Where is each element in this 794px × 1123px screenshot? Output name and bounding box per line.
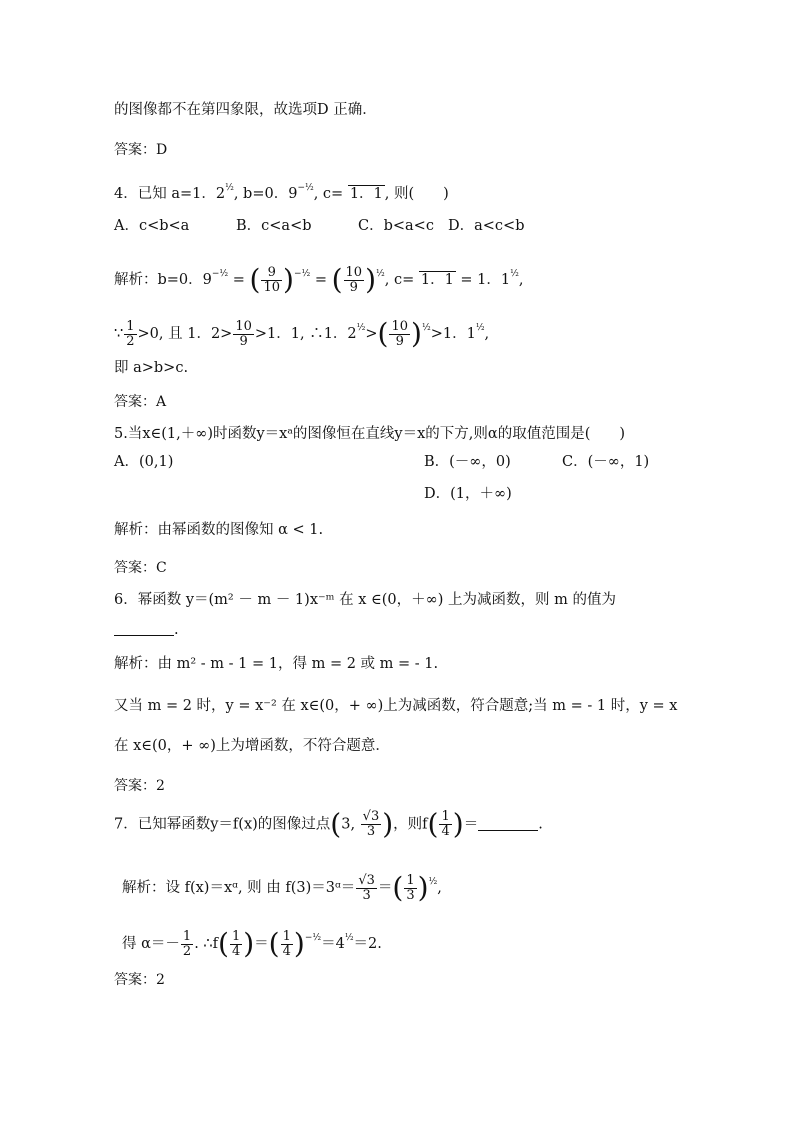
q6-solution-line3: 在 x∈(0，+ ∞)上为增函数，不符合题意． [114, 738, 390, 754]
q4-stem-text: 4．已知 a=1．2 [114, 186, 226, 202]
answer-blank [114, 621, 174, 636]
q6-solution-line1: 解析：由 m² - m - 1 = 1，得 m = 2 或 m = - 1. [114, 656, 439, 672]
answer-c: 答案：C [114, 560, 167, 576]
question-6-blank: . [114, 618, 688, 642]
option-a: A．(0,1) [114, 454, 174, 470]
q4-solution-line1: 解析：b=0．$9^{-\frac{1}{2}}$ = ( $\frac{9}{10}$ )$^{-\frac{1}{2}}$ = ( $\frac{10}{9}$ )$^{\frac{1}{2}}$, c= 1．1 = 1．$1^{\frac{1}{2}}$, [114, 263, 524, 296]
q4-solution-line2: ∵ $\frac{1}{2}$ >0, 且 1．2> $\frac{10}{9}$ >1．1, ∴1．$2^{\frac{1}{2}}>$( $\frac{10}{9}$ )$^{\frac{1}{2}}$>1．$1^{\frac{1}{2}}$, [114, 317, 490, 350]
question-4-stem: 4．已知 a=1．$2^{\frac{1}{2}}$, b=0．$9^{-\frac{1}{2}}$, c= 1．1 , 则( ) [114, 183, 449, 202]
q7-solution-line1: 解析：设 f(x)＝xᵅ, 则 由 f(3)＝3ᵅ＝ $\frac{√3}{3}$ ＝( $\frac{1}{3}$ )$^{\frac{1}{2}}$, [122, 871, 442, 904]
q4-solution-prefix: 解析：b=0．9 [114, 272, 212, 288]
answer-a: 答案：A [114, 394, 167, 410]
q7-solution-start: 得 α＝－ [122, 936, 180, 952]
option-c: C．(－∞，1) [562, 454, 650, 470]
question-7-stem: 7．已知幂函数y＝f(x)的图像过点(3, $\frac{√3}{3}$ )，则f( $\frac{1}{4}$ )＝ . [114, 807, 543, 841]
q7-stem-text-a: 7．已知幂函数y＝f(x)的图像过点 [114, 816, 331, 833]
answer-blank [478, 816, 538, 831]
q5-solution: 解析：由幂函数的图像知 α < 1. [114, 522, 324, 538]
option-b: B．(－∞，0) [424, 454, 511, 470]
because-symbol: ∵ [114, 326, 124, 342]
option-a: A．c<b<a [114, 218, 190, 234]
q7-solution-line2: 得 α＝－ $\frac{1}{2}$ . ∴f( $\frac{1}{4}$ )＝( $\frac{1}{4}$ )$^{-\frac{1}{2}}=4^{\frac{1}{2}}=2$. [122, 927, 382, 960]
question-6-stem: 6．幂函数 y＝(m² － m － 1)x⁻ᵐ 在 x ∈(0，＋∞) 上为减函数，则 m 的值为 [114, 592, 616, 608]
q4-solution-line3: 即 a>b>c. [114, 360, 189, 376]
option-c: C．b<a<c [358, 218, 434, 234]
paragraph-line: 的图像都不在第四象限，故选项D 正确． [114, 102, 377, 118]
q7-solution-prefix: 解析：设 f(x)＝xᵅ, 则 由 f(3)＝3ᵅ＝ [122, 880, 356, 896]
option-d: D．(1，＋∞) [424, 486, 512, 502]
q7-stem-text-b: ，则 [393, 816, 423, 833]
option-d: D．a<c<b [448, 218, 525, 234]
q6-solution-line2: 又当 m = 2 时，y = x⁻² 在 x∈(0，+ ∞)上为减函数，符合题意;当 m = - 1 时，y = x [114, 698, 678, 714]
answer-2: 答案：2 [114, 972, 165, 988]
question-5-stem: 5.当x∈(1,＋∞)时函数y＝xᵃ的图像恒在直线y＝x的下方,则α的取值范围是( ) [114, 426, 626, 442]
answer-d: 答案：D [114, 142, 168, 158]
answer-2: 答案：2 [114, 778, 165, 794]
option-b: B．c<a<b [236, 218, 312, 234]
